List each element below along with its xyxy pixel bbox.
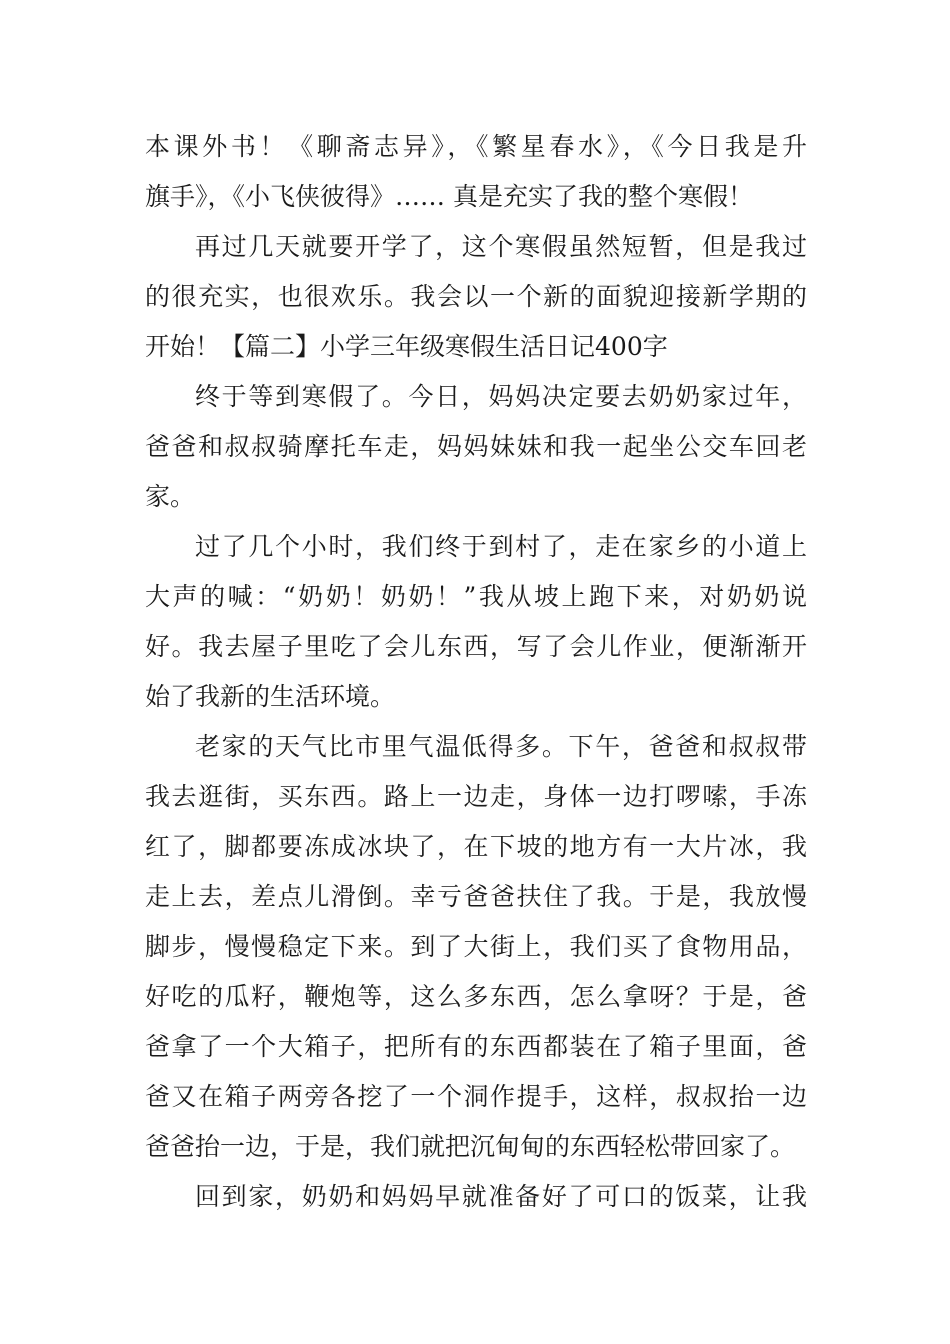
text-line: 老家的天气比市里气温低得多。下午，爸爸和叔叔带 [195,732,807,761]
text-line: 开始！【篇二】小学三年级寒假生活日记400字 [145,332,668,361]
text-line: 的很充实，也很欢乐。我会以一个新的面貌迎接新学期的 [145,282,807,311]
text-line: 始了我新的生活环境。 [145,682,396,711]
text-line: 本课外书！《聊斋志异》，《繁星春水》，《今日我是升 [145,132,807,161]
text-line: 终于等到寒假了。今日，妈妈决定要去奶奶家过年， [195,382,807,411]
text-line: 家。 [145,482,196,511]
paragraph-2 [145,222,807,372]
text-line: 爸又在箱子两旁各挖了一个洞作提手，这样，叔叔抬一边 [145,1082,807,1111]
text-line: 走上去，差点儿滑倒。幸亏爸爸扶住了我。于是，我放慢 [145,882,807,911]
text-line: 再过几天就要开学了，这个寒假虽然短暂，但是我过 [195,232,807,261]
text-line: 爸拿了一个大箱子，把所有的东西都装在了箱子里面，爸 [145,1032,807,1061]
document-body [145,122,807,1222]
text-line: 爸爸和叔叔骑摩托车走，妈妈妹妹和我一起坐公交车回老 [145,432,807,461]
text-line: 好。我去屋子里吃了会儿东西，写了会儿作业，便渐渐开 [145,632,807,661]
paragraph-6 [145,1172,807,1222]
text-line: 旗手》，《小飞侠彼得》…… 真是充实了我的整个寒假！ [145,182,753,211]
paragraph-1 [145,122,807,222]
text-line: 过了几个小时，我们终于到村了，走在家乡的小道上 [195,532,807,561]
text-line: 脚步，慢慢稳定下来。到了大街上，我们买了食物用品， [145,932,807,961]
text-line: 大声的喊：“奶奶！奶奶！”我从坡上跑下来，对奶奶说 [145,582,807,611]
paragraph-5 [145,722,807,1172]
text-line: 好吃的瓜籽，鞭炮等，这么多东西，怎么拿呀？于是，爸 [145,982,807,1011]
paragraph-3 [145,372,807,522]
paragraph-4 [145,522,807,722]
text-line: 红了，脚都要冻成冰块了，在下坡的地方有一大片冰，我 [145,832,807,861]
text-line: 我去逛街，买东西。路上一边走，身体一边打啰嗦，手冻 [145,782,807,811]
text-line: 回到家，奶奶和妈妈早就准备好了可口的饭菜，让我 [195,1182,807,1211]
text-line: 爸爸抬一边，于是，我们就把沉甸甸的东西轻松带回家了。 [145,1132,796,1161]
